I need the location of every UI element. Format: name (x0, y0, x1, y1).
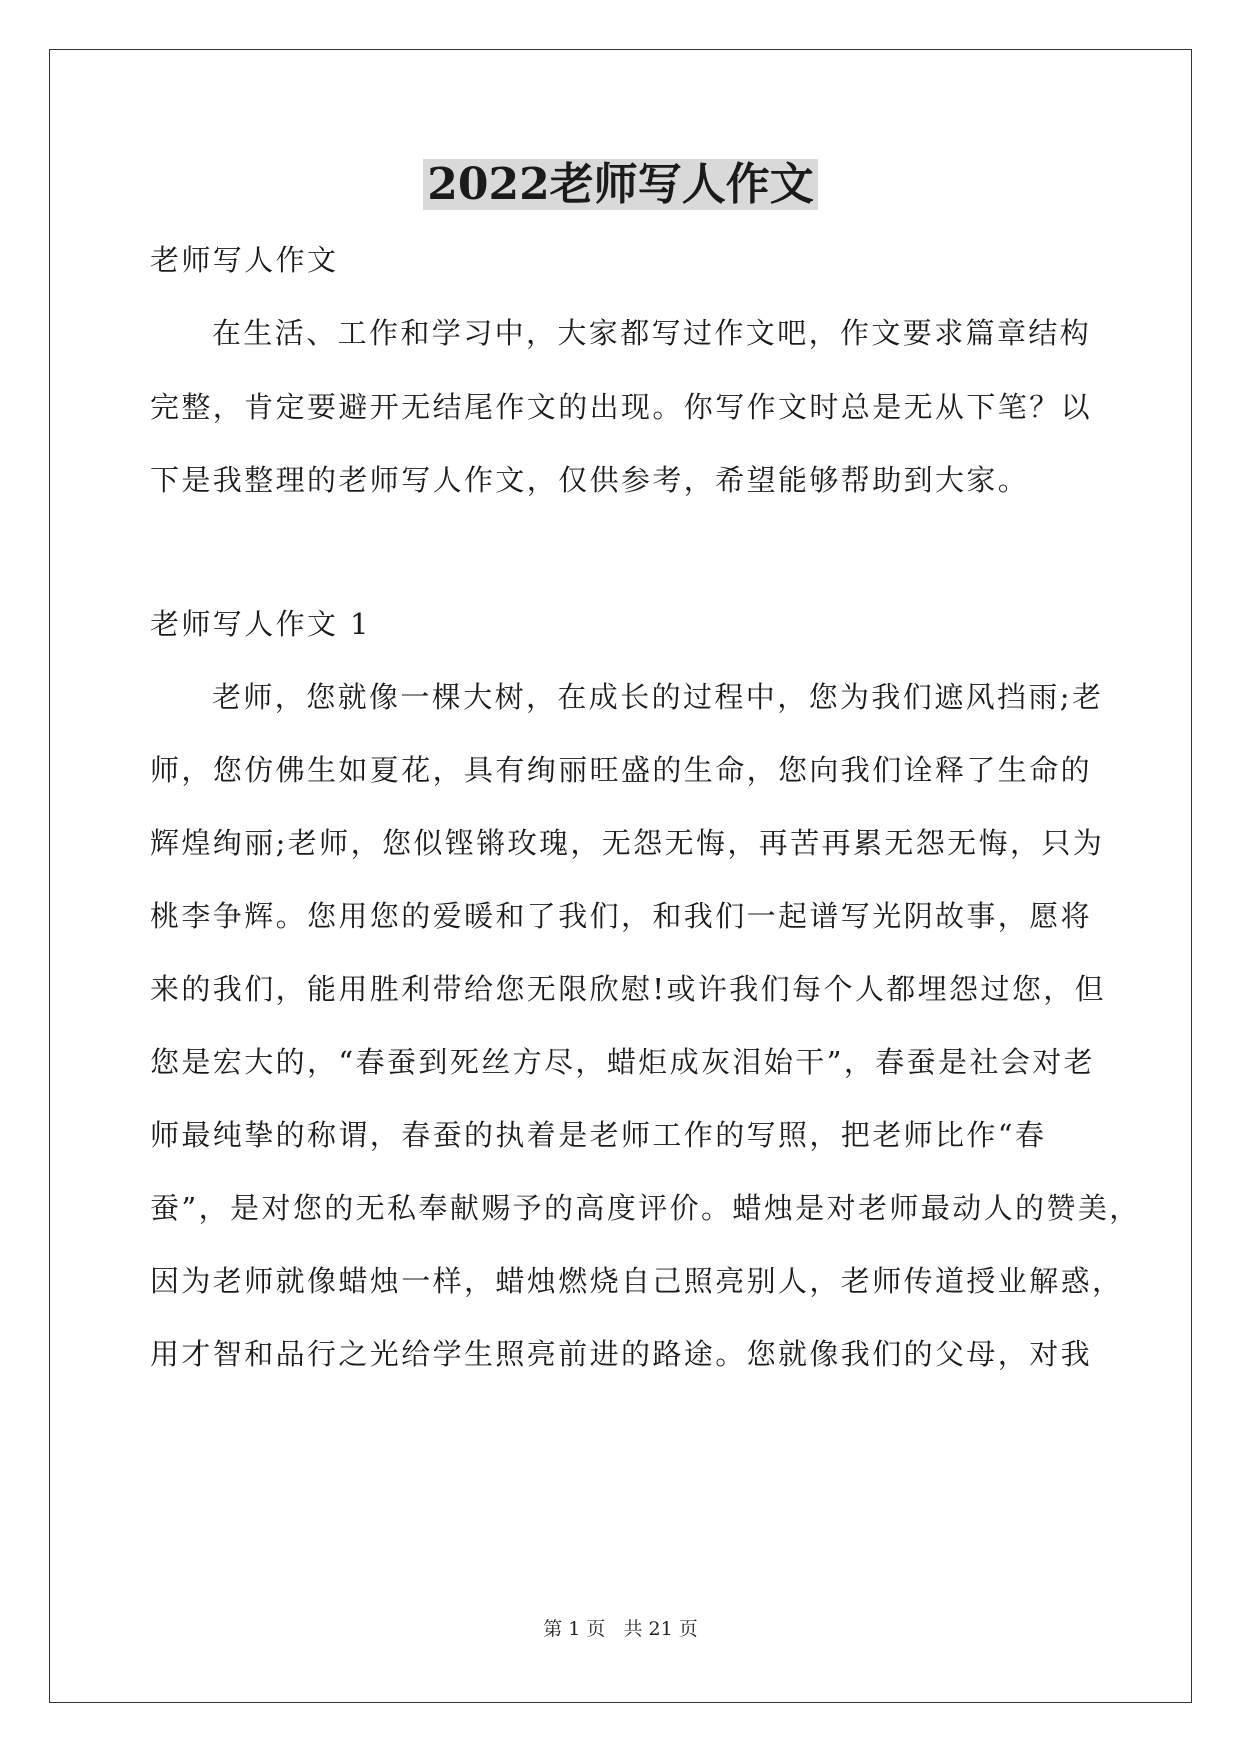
section-heading: 老师写人作文 1 (150, 607, 371, 641)
body-line-6: 您是宏大的，“春蚕到死丝方尽，蜡炬成灰泪始干”，春蚕是社会对老 (150, 1045, 1096, 1079)
body-line-9: 因为老师就像蜡烛一样，蜡烛燃烧自己照亮别人，老师传道授业解惑， (150, 1264, 1124, 1298)
subtitle: 老师写人作文 (150, 243, 339, 277)
intro-line-3: 下是我整理的老师写人作文，仅供参考，希望能够帮助到大家。 (150, 463, 1030, 497)
document-title: 2022老师写人作文 (0, 157, 1241, 213)
body-line-2: 师，您仿佛生如夏花，具有绚丽旺盛的生命，您向我们诠释了生命的 (150, 753, 1093, 787)
intro-line-2: 完整，肯定要避开无结尾作文的出现。你写作文时总是无从下笔？以 (150, 390, 1093, 424)
body-line-7: 师最纯挚的称谓，春蚕的执着是老师工作的写照，把老师比作“春 (150, 1118, 1047, 1152)
body-line-3: 辉煌绚丽;老师，您似铿锵玫瑰，无怨无悔，再苦再累无怨无悔，只为 (150, 826, 1105, 860)
body-line-10: 用才智和品行之光给学生照亮前进的路途。您就像我们的父母，对我 (150, 1337, 1093, 1371)
page-footer (0, 1617, 1241, 1641)
body-line-4: 桃李争辉。您用您的爱暖和了我们，和我们一起谱写光阴故事，愿将 (150, 899, 1093, 933)
body-line-8: 蚕”，是对您的无私奉献赐予的高度评价。蜡烛是对老师最动人的赞美， (150, 1191, 1141, 1225)
intro-line-1: 在生活、工作和学习中，大家都写过作文吧，作文要求篇章结构 (212, 316, 1092, 350)
page-number: 第 1 页 (543, 1618, 606, 1640)
body-line-1: 老师，您就像一棵大树，在成长的过程中，您为我们遮风挡雨;老 (212, 680, 1104, 714)
page-total: 共 21 页 (623, 1618, 698, 1640)
page-border (49, 49, 1192, 1703)
body-line-5: 来的我们，能用胜利带给您无限欣慰!或许我们每个人都埋怨过您，但 (150, 972, 1107, 1006)
